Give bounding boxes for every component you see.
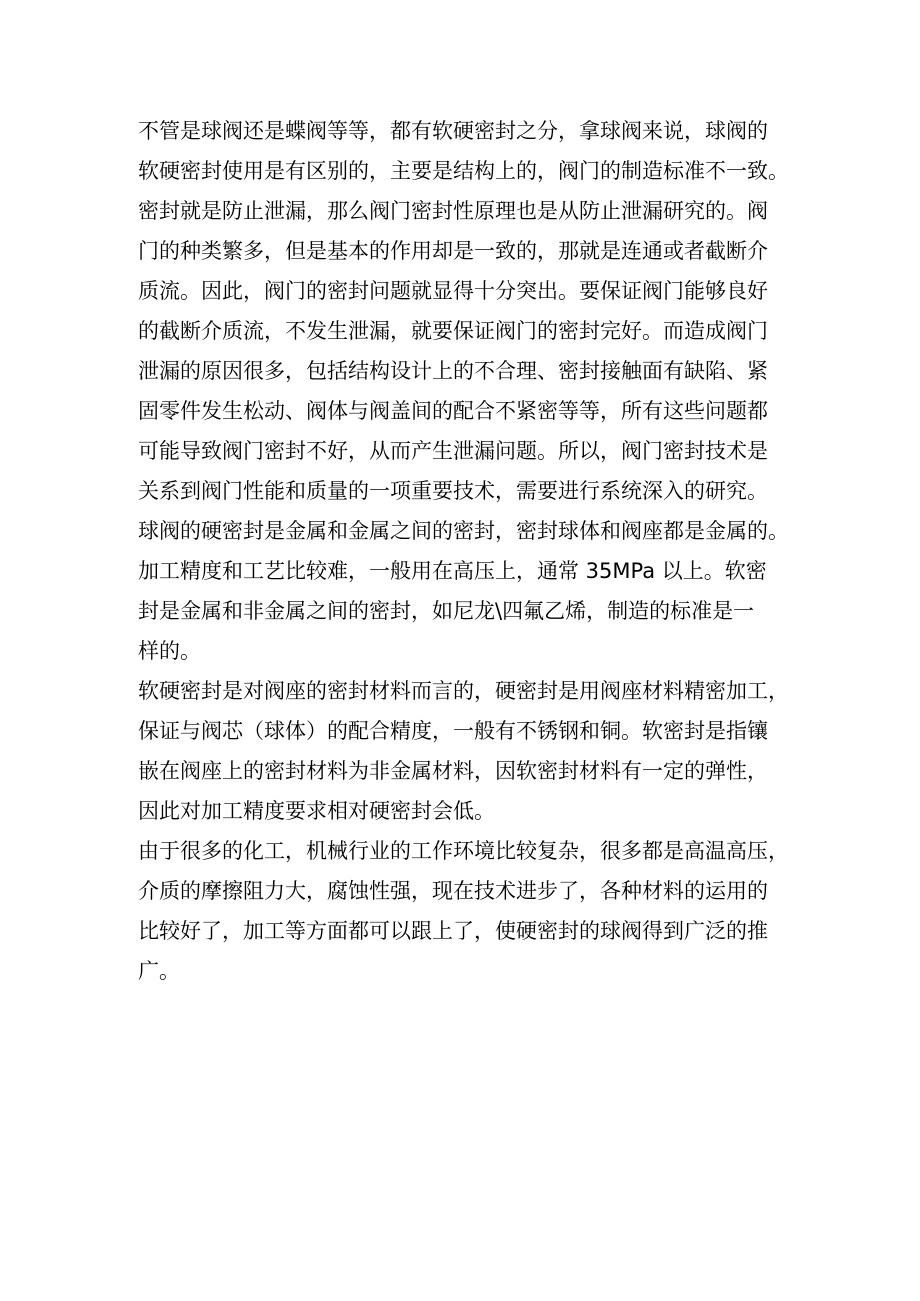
- text-line: 广。: [138, 959, 180, 983]
- text-line: 介质的摩擦阻力大，腐蚀性强，现在技术进步了，各种材料的运用的: [138, 879, 768, 903]
- text-line: 因此对加工精度要求相对硬密封会低。: [138, 799, 495, 823]
- text-line: 样的。: [138, 639, 201, 663]
- text-line: 保证与阀芯（球体）的配合精度，一般有不锈钢和铜。软密封是指镶: [138, 719, 768, 743]
- text-line: 球阀的硬密封是金属和金属之间的密封，密封球体和阀座都是金属的。: [138, 519, 789, 543]
- text-line: 比较好了，加工等方面都可以跟上了，使硬密封的球阀得到广泛的推: [138, 919, 768, 943]
- text-line: 嵌在阀座上的密封材料为非金属材料，因软密封材料有一定的弹性，: [138, 759, 768, 783]
- text-line: 的截断介质流，不发生泄漏，就要保证阀门的密封完好。而造成阀门: [138, 319, 768, 343]
- document-body: [138, 111, 798, 991]
- text-line: 可能导致阀门密封不好，从而产生泄漏问题。所以，阀门密封技术是: [138, 439, 768, 463]
- text-line: 关系到阀门性能和质量的一项重要技术，需要进行系统深入的研究。: [138, 479, 768, 503]
- text-line: 泄漏的原因很多，包括结构设计上的不合理、密封接触面有缺陷、紧: [138, 359, 768, 383]
- text-line: 密封就是防止泄漏，那么阀门密封性原理也是从防止泄漏研究的。阀: [138, 199, 768, 223]
- text-line: 加工精度和工艺比较难，一般用在高压上，通常 35MPa 以上。软密: [138, 559, 767, 583]
- text-line: 封是金属和非金属之间的密封，如尼龙\四氟乙烯，制造的标准是一: [138, 599, 755, 623]
- text-line: 软硬密封是对阀座的密封材料而言的，硬密封是用阀座材料精密加工，: [138, 679, 789, 703]
- text-line: 不管是球阀还是蝶阀等等，都有软硬密封之分，拿球阀来说，球阀的: [138, 119, 768, 143]
- text-line: 软硬密封使用是有区别的，主要是结构上的，阀门的制造标准不一致。: [138, 159, 789, 183]
- text-line: 质流。因此，阀门的密封问题就显得十分突出。要保证阀门能够良好: [138, 279, 768, 303]
- text-line: 门的种类繁多，但是基本的作用却是一致的，那就是连通或者截断介: [138, 239, 768, 263]
- text-line: 固零件发生松动、阀体与阀盖间的配合不紧密等等，所有这些问题都: [138, 399, 768, 423]
- text-line: 由于很多的化工，机械行业的工作环境比较复杂，很多都是高温高压，: [138, 839, 789, 863]
